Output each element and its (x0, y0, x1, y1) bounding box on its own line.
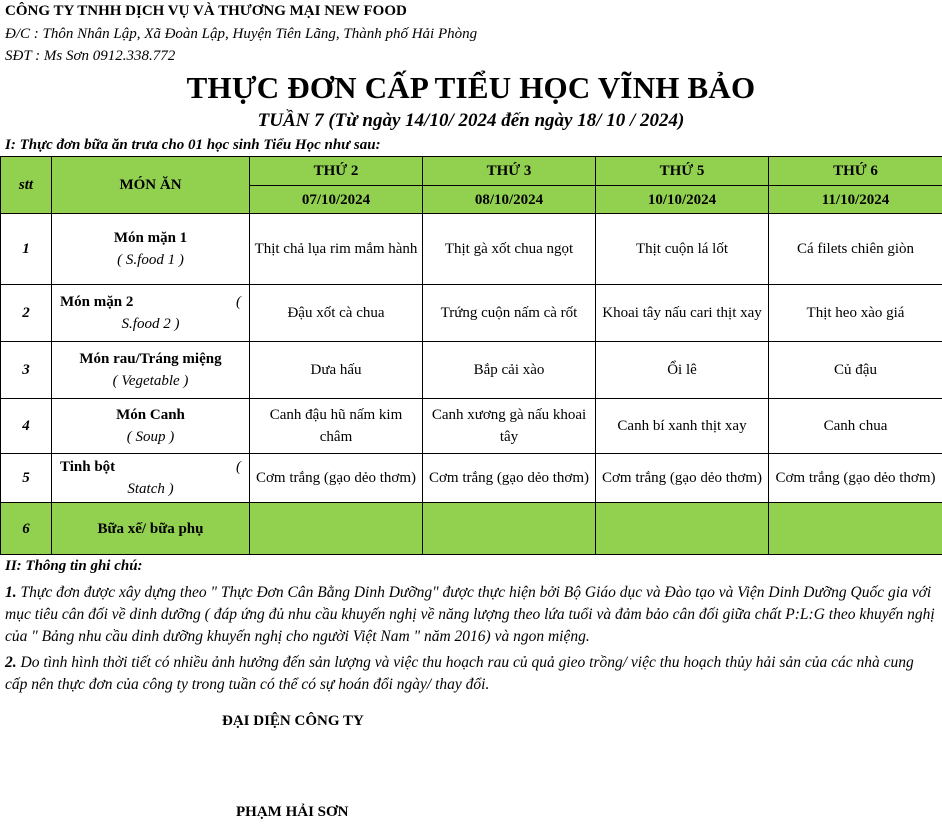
table-row (1, 285, 942, 342)
menu-cell: Canh xương gà nấu khoai tây (423, 399, 596, 454)
notes-heading: II: Thông tin ghi chú: (5, 558, 143, 574)
header-day: THỨ 6 (769, 157, 942, 186)
table-row (1, 342, 942, 399)
dish-subtitle: ( S.food 1 ) (117, 252, 184, 268)
dish-subtitle: ( Soup ) (126, 429, 175, 445)
menu-cell: Cơm trắng (gạo dẻo thơm) (596, 454, 769, 503)
menu-cell: Thịt cuộn lá lốt (596, 214, 769, 285)
header-day: THỨ 3 (423, 157, 596, 186)
note-1 (5, 582, 935, 648)
dish-name: Bữa xế/ bữa phụ (52, 503, 250, 555)
note-2 (5, 652, 935, 696)
header-day: THỨ 5 (596, 157, 769, 186)
menu-table (0, 156, 942, 555)
note-2-text: Do tình hình thời tiết có nhiều ảnh hưởng đến sản lượng và việc thu hoạch rau củ quả gieo trồng/ việc thu hoạch thủy hải sản của các nhà cung cấp nên thực đơn của công ty trong tuần có thể có sự hoán đổi ngày/ thay đổi. (5, 654, 914, 693)
dish-name: Tinh bột (60, 459, 116, 475)
dish-name: Món mặn 1 (113, 230, 188, 246)
dish-subtitle: ( Vegetable ) (112, 373, 189, 389)
menu-cell: Trứng cuộn nấm cà rốt (423, 285, 596, 342)
menu-cell: Đậu xốt cà chua (250, 285, 423, 342)
menu-cell: Thịt heo xào giá (769, 285, 942, 342)
company-phone: SĐT : Ms Sơn 0912.338.772 (5, 48, 176, 64)
header-date: 08/10/2024 (423, 186, 596, 214)
dish-category (52, 342, 250, 399)
menu-cell: Canh đậu hũ nấm kim châm (250, 399, 423, 454)
menu-cell: Ổi lê (596, 342, 769, 399)
table-row (1, 454, 942, 503)
menu-cell: Cơm trắng (gạo dẻo thơm) (423, 454, 596, 503)
header-date: 10/10/2024 (596, 186, 769, 214)
menu-cell: Thịt chả lụa rim mắm hành (250, 214, 423, 285)
menu-cell (250, 503, 423, 555)
header-stt: stt (1, 157, 52, 214)
row-number: 5 (1, 454, 52, 503)
menu-cell: Thịt gà xốt chua ngọt (423, 214, 596, 285)
header-day: THỨ 2 (250, 157, 423, 186)
row-number: 1 (1, 214, 52, 285)
menu-cell: Cơm trắng (gạo dẻo thơm) (769, 454, 942, 503)
menu-cell: Dưa hấu (250, 342, 423, 399)
dish-name: Món rau/Tráng miệng (79, 351, 222, 367)
signer-name: PHẠM HẢI SƠN (236, 804, 349, 820)
table-row (1, 214, 942, 285)
menu-cell: Canh chua (769, 399, 942, 454)
note-2-number: 2. (5, 654, 17, 671)
dish-category (52, 214, 250, 285)
menu-cell: Bắp cải xào (423, 342, 596, 399)
section-1-heading: I: Thực đơn bữa ăn trưa cho 01 học sinh Tiểu Học như sau: (5, 137, 381, 153)
header-date: 07/10/2024 (250, 186, 423, 214)
header-dish: MÓN ĂN (52, 157, 250, 214)
note-1-number: 1. (5, 584, 17, 601)
table-row (1, 503, 942, 555)
company-representative: ĐẠI DIỆN CÔNG TY (222, 713, 364, 729)
dish-subtitle: Statch ) (127, 481, 174, 497)
dish-category (52, 454, 250, 503)
menu-cell: Canh bí xanh thịt xay (596, 399, 769, 454)
table-row (1, 399, 942, 454)
row-number: 6 (1, 503, 52, 555)
header-date: 11/10/2024 (769, 186, 942, 214)
row-number: 4 (1, 399, 52, 454)
menu-cell: Củ đậu (769, 342, 942, 399)
row-number: 3 (1, 342, 52, 399)
menu-cell (423, 503, 596, 555)
dish-subtitle: S.food 2 ) (121, 316, 180, 332)
menu-title: THỰC ĐƠN CẤP TIỂU HỌC VĨNH BẢO (186, 70, 756, 105)
menu-cell: Khoai tây nấu cari thịt xay (596, 285, 769, 342)
row-number: 2 (1, 285, 52, 342)
week-range: TUẦN 7 (Từ ngày 14/10/ 2024 đến ngày 18/ 10 / 2024) (257, 110, 685, 131)
dish-category (52, 285, 250, 342)
menu-cell: Cơm trắng (gạo dẻo thơm) (250, 454, 423, 503)
dish-name: Món mặn 2 (60, 294, 134, 310)
company-address: Đ/C : Thôn Nhân Lập, Xã Đoàn Lập, Huyện Tiên Lãng, Thành phố Hải Phòng (5, 26, 478, 42)
dish-name: Món Canh (116, 407, 185, 423)
menu-cell: Cá filets chiên giòn (769, 214, 942, 285)
company-name: CÔNG TY TNHH DỊCH VỤ VÀ THƯƠNG MẠI NEW FOOD (5, 3, 407, 19)
note-1-text: Thực đơn được xây dựng theo " Thực Đơn Cân Bằng Dinh Dưỡng" được thực hiện bởi Bộ Giáo dục và Đào tạo và Viện Dinh Dưỡng Quốc gia với mục tiêu cân đối về dinh dưỡng ( đáp ứng đủ nhu cầu khuyến nghị về năng lượng theo lứa tuổi và đảm bảo cân đối giữa chất P:L:G theo khuyến nghị của " Bảng nhu cầu dinh dưỡng khuyến nghị cho người Việt Nam " năm 2016) và ngon miệng. (5, 584, 935, 645)
dish-paren: ( (236, 294, 241, 310)
dish-paren: ( (236, 459, 241, 475)
dish-category (52, 399, 250, 454)
menu-cell (596, 503, 769, 555)
menu-cell (769, 503, 942, 555)
